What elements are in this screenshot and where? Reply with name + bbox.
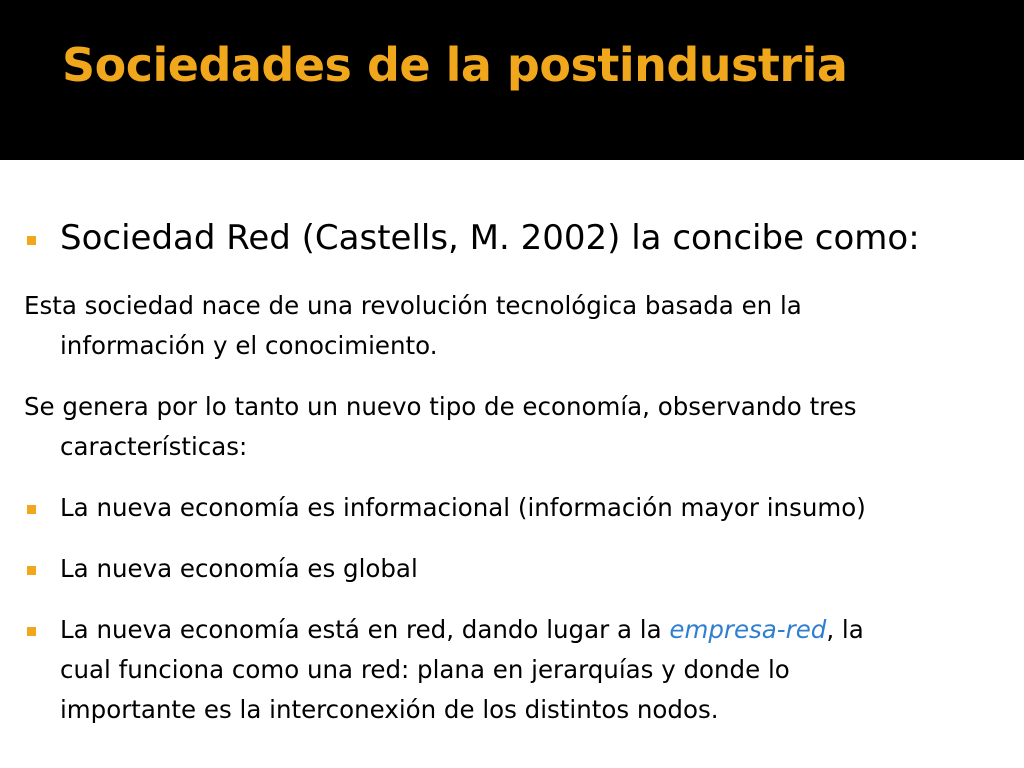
empresa-red-emphasis: empresa-red <box>669 615 827 644</box>
bullet-3-line-2: cual funciona como una red: plana en jerarquías y donde lo <box>60 655 790 684</box>
paragraph-2-line-1: Se genera por lo tanto un nuevo tipo de economía, observando tres <box>24 392 857 421</box>
square-bullet-icon <box>27 627 36 636</box>
paragraph-1-line-1: Esta sociedad nace de una revolución tecnológica basada en la <box>24 291 802 320</box>
bullet-2: La nueva economía es global <box>60 554 418 583</box>
square-bullet-icon <box>27 566 36 575</box>
bullet-1: La nueva economía es informacional (información mayor insumo) <box>60 493 866 522</box>
bullet-3-text-before: La nueva economía está en red, dando lugar a la <box>60 615 670 644</box>
slide-title: Sociedades de la postindustria <box>62 38 848 92</box>
square-bullet-icon <box>27 236 36 245</box>
paragraph-2-line-2: características: <box>60 432 248 461</box>
square-bullet-icon <box>27 505 36 514</box>
bullet-3-text-after: , la <box>826 615 864 644</box>
paragraph-1-line-2: información y el conocimiento. <box>60 331 438 360</box>
main-point: Sociedad Red (Castells, M. 2002) la concibe como: <box>60 218 920 258</box>
bullet-3-line-1 <box>60 615 864 644</box>
bullet-3-line-3: importante es la interconexión de los distintos nodos. <box>60 695 719 724</box>
